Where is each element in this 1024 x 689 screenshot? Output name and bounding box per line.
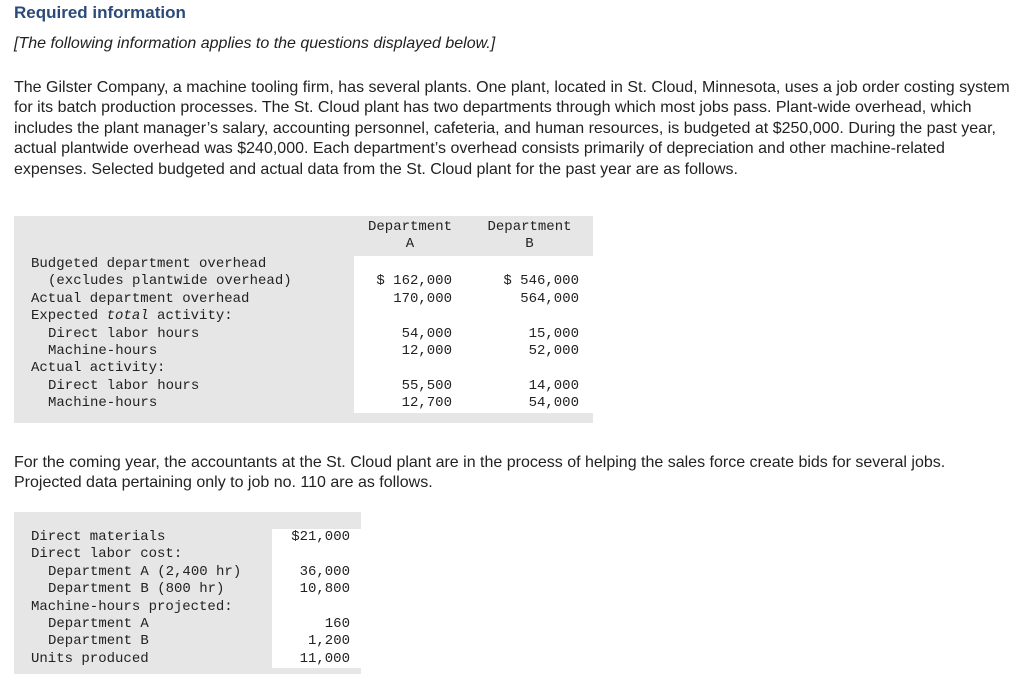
row-label: Department A — [14, 616, 272, 633]
table-row — [14, 378, 593, 395]
table-row — [14, 651, 361, 668]
table-row — [14, 308, 593, 325]
actual-b: 564,000 — [466, 291, 593, 308]
table-row — [14, 395, 593, 412]
mh-b-value: 1,200 — [272, 633, 361, 650]
act-dlh-a: 55,500 — [354, 378, 466, 395]
table-row — [14, 291, 593, 308]
row-label: Direct labor hours — [14, 326, 354, 343]
page-title: Required information — [14, 3, 186, 22]
units-value: 11,000 — [272, 651, 361, 668]
department-data-table — [14, 216, 593, 423]
table-row — [14, 546, 361, 563]
dept-a-labor-value: 36,000 — [272, 564, 361, 581]
row-label: Actual activity: — [14, 360, 354, 377]
row-label: Budgeted department overhead — [14, 256, 354, 273]
row-label: Direct materials — [14, 529, 272, 546]
table-row — [14, 633, 361, 650]
table-row — [14, 256, 593, 273]
table-header-row — [14, 216, 593, 256]
act-mh-b: 54,000 — [466, 395, 593, 412]
table-row — [14, 564, 361, 581]
row-label: Direct labor hours — [14, 378, 354, 395]
info-note: [The following information applies to the questions displayed below.] — [14, 35, 496, 52]
budgeted-b: $ 546,000 — [466, 273, 593, 290]
exp-dlh-a: 54,000 — [354, 326, 466, 343]
row-label: (excludes plantwide overhead) — [14, 273, 354, 290]
table-row — [14, 529, 361, 546]
row-label: Expected total activity: — [14, 308, 354, 325]
job-110-table — [14, 512, 361, 674]
dept-b-labor-value: 10,800 — [272, 581, 361, 598]
exp-mh-b: 52,000 — [466, 343, 593, 360]
intro-paragraph: The Gilster Company, a machine tooling firm, has several plants. One plant, located in St. Cloud, Minnesota, uses a job order costing system for its batch production processes. The St. Cloud plant has two departments through which most jobs pass. Plant-wide overhead, which includes the plant manager’s salary, accounting personnel, cafeteria, and human resources, is budgeted at $250,000. During the past year, actual plantwide overhead was $240,000. Each department’s overhead consists primarily of depreciation and other machine-related expenses. Selected budgeted and actual data from the St. Cloud plant for the past year are as follows. — [14, 79, 1010, 178]
table-row — [14, 599, 361, 616]
table-row — [14, 326, 593, 343]
row-label: Machine-hours projected: — [14, 599, 272, 616]
row-label: Actual department overhead — [14, 291, 354, 308]
coming-year-paragraph: For the coming year, the accountants at the St. Cloud plant are in the process of helping the sales force create bids for several jobs. Projected data pertaining only to job no. 110 are as follows. — [14, 454, 946, 492]
row-label: Machine-hours — [14, 343, 354, 360]
direct-materials-value: $21,000 — [272, 529, 361, 546]
actual-a: 170,000 — [354, 291, 466, 308]
row-label: Units produced — [14, 651, 272, 668]
exp-mh-a: 12,000 — [354, 343, 466, 360]
row-label: Department B — [14, 633, 272, 650]
act-mh-a: 12,700 — [354, 395, 466, 412]
mh-a-value: 160 — [272, 616, 361, 633]
column-header-dept-b: Department B — [466, 216, 593, 256]
table-row — [14, 616, 361, 633]
budgeted-a: $ 162,000 — [354, 273, 466, 290]
row-label: Department B (800 hr) — [14, 581, 272, 598]
table-row — [14, 343, 593, 360]
row-label: Machine-hours — [14, 395, 354, 412]
row-label: Direct labor cost: — [14, 546, 272, 563]
table-row — [14, 581, 361, 598]
table-row — [14, 360, 593, 377]
act-dlh-b: 14,000 — [466, 378, 593, 395]
exp-dlh-b: 15,000 — [466, 326, 593, 343]
row-label: Department A (2,400 hr) — [14, 564, 272, 581]
table-row — [14, 273, 593, 290]
column-header-dept-a: Department A — [354, 216, 466, 256]
